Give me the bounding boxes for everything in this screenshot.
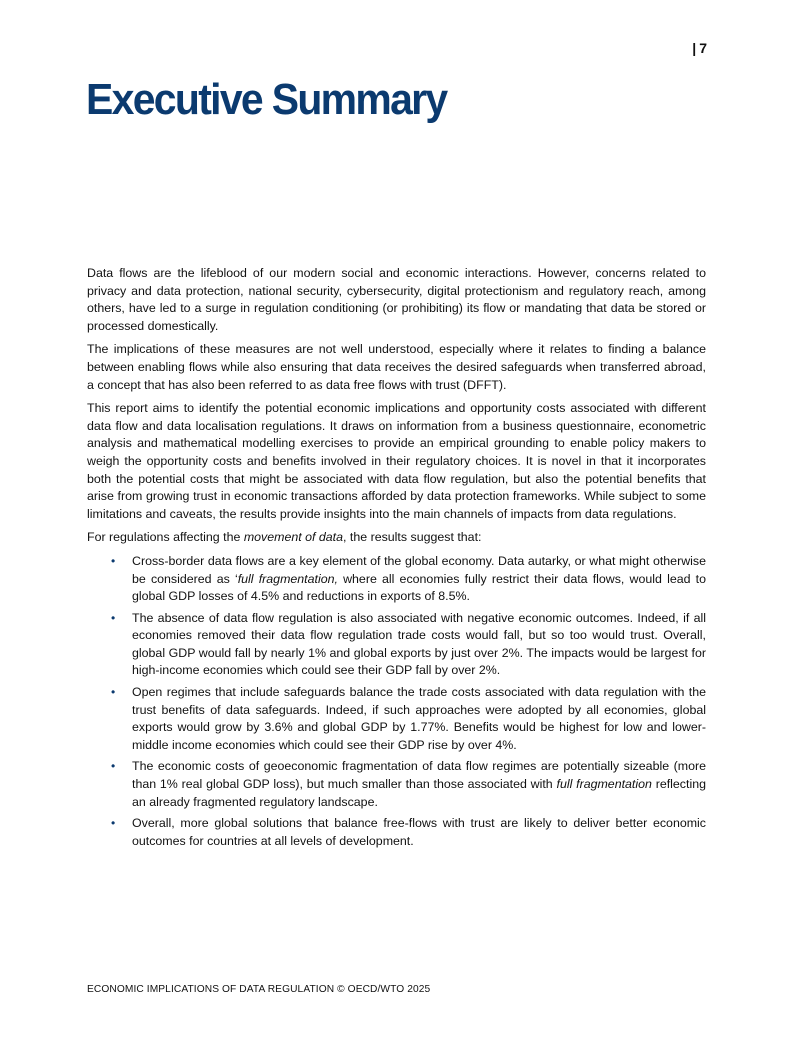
bullet-text: Cross-border data flows are a key element of the global economy. Data autarky, or what might otherwise be considered as ‘ (132, 553, 706, 586)
intro-after: , the results suggest that: (343, 530, 482, 545)
paragraph-1: Data flows are the lifeblood of our modern social and economic interactions. However, concerns related to privacy and data protection, national security, cybersecurity, digital protectionism and regulatory reach, among others, have led to a surge in regulation conditioning (or prohibiting) its flow or mandating that data be stored or processed domestically. (87, 266, 706, 333)
bullet-icon: • (111, 553, 116, 568)
bullet-text-cont: reflecting an already fragmented regulatory landscape. (132, 777, 706, 809)
list-item (111, 610, 706, 680)
bullet-icon: • (111, 610, 116, 625)
intro-emphasis: movement of data (243, 530, 344, 545)
bullets-intro (87, 529, 706, 547)
list-item (111, 553, 706, 606)
bullet-text: Overall, more global solutions that balance free-flows with trust are likely to deliver better economic outcomes for countries at all levels of development. (132, 816, 706, 848)
paragraph-2: The implications of these measures are not well understood, especially where it relates to finding a balance between enabling flows while also ensuring that data receives the desired safeguards when transferred abroad, a concept that has also been referred to as data free flows with trust (DFFT). (87, 342, 706, 392)
executive-summary-body (87, 265, 706, 854)
page-number-separator: | (692, 40, 697, 56)
paragraph-3: This report aims to identify the potential economic implications and opportunity costs associated with different data flow and data localisation regulations. It draws on information from a business questionnaire, econometric analysis and mathematical modelling exercises to provide an empirical grounding to enable policy makers to weigh the opportunity costs and benefits involved in their regulatory choices. It is novel in that it incorporates both the potential costs that might be associated with data flow regulation, but also the potential benefits that arise from growing trust in economic transactions afforded by data protection frameworks. While subject to some limitations and caveats, the results provide insights into the main channels of impacts from data regulations. (87, 401, 706, 521)
bullet-text: The economic costs of geoeconomic fragmentation of data flow regimes are potentially sizeable (more than 1% real global GDP loss), but much smaller than those associated with (132, 759, 706, 792)
bullet-text: Open regimes that include safeguards balance the trade costs associated with data regulation with the trust benefits of data safeguards. Indeed, if such approaches were adopted by all economies, global exports would grow by 3.6% and global GDP by 1.77%. Benefits would be highest for low and lower-middle income economies which could see their GDP rise by over 4%. (132, 685, 706, 752)
page-title: Executive Summary (86, 75, 447, 124)
bullet-icon: • (111, 816, 116, 831)
page-number-value: 7 (699, 40, 707, 56)
findings-list (87, 553, 706, 851)
list-item (111, 815, 706, 850)
intro-before: For regulations affecting the (87, 530, 244, 545)
bullet-text: The absence of data flow regulation is also associated with negative economic outcomes. Indeed, if all economies removed their data flow regulation trade costs would fall, but so too would trust. Overall, global GDP would fall by nearly 1% and global exports by just over 2%. The impacts would be largest for high-income economies which could see their GDP fall by over 2%. (132, 610, 706, 678)
list-item (111, 684, 706, 754)
bullet-text-cont: where all economies fully restrict their data flows, would lead to global GDP losses of 4.5% and reductions in exports of 8.5%. (132, 571, 706, 604)
bullet-emphasis: full fragmentation (556, 777, 652, 792)
page-footer: ECONOMIC IMPLICATIONS OF DATA REGULATION © OECD/WTO 2025 (87, 984, 431, 995)
bullet-icon: • (111, 759, 116, 774)
list-item (111, 758, 706, 811)
bullet-emphasis: full fragmentation, (237, 571, 338, 586)
page-number (692, 40, 707, 56)
bullet-icon: • (111, 685, 116, 700)
